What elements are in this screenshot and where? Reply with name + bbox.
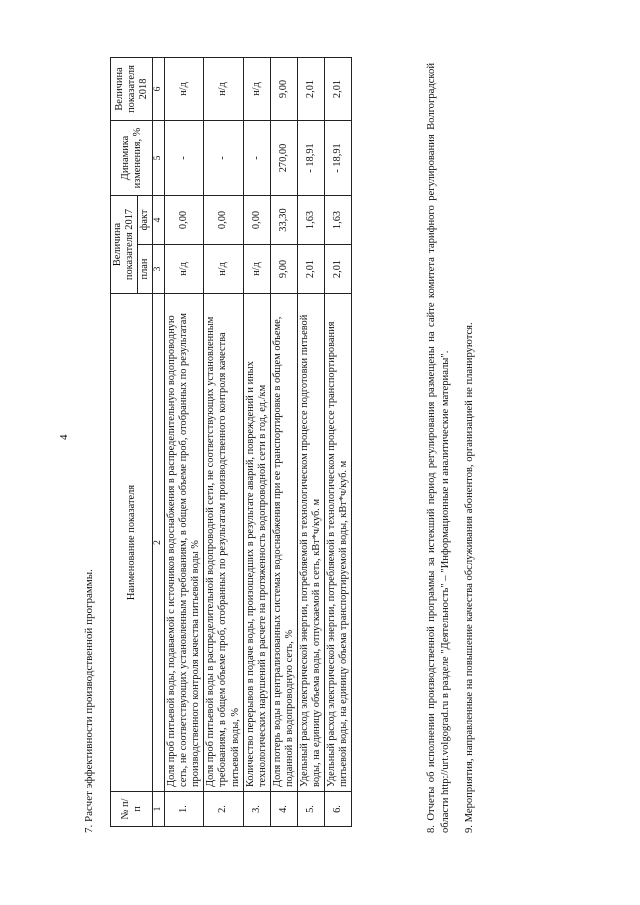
row-name: Удельный расход электрической энергии, потребляемой в технологическом процессе транспортирования питьевой воды, на единицу объема транспортируемой воды, кВт*ч/куб. м xyxy=(324,294,351,792)
row-dynamics: - xyxy=(243,121,270,196)
row-num: 4. xyxy=(270,792,297,827)
row-value-2018: 9,00 xyxy=(270,58,297,121)
row-plan: 9,00 xyxy=(270,245,297,294)
row-value-2018: н/д xyxy=(165,58,204,121)
row-num: 5. xyxy=(297,792,324,827)
row-num: 2. xyxy=(204,792,243,827)
efficiency-table xyxy=(110,57,352,827)
page-number: 4 xyxy=(58,434,70,440)
row-value-2018: 2,01 xyxy=(297,58,324,121)
row-plan: 2,01 xyxy=(324,245,351,294)
row-name: Количество перерывов в подаче воды, произошедших в результате аварий, повреждений и иных технологических нарушений в расчете на протяженность водопроводной сети в год, ед./км xyxy=(243,294,270,792)
row-plan: н/д xyxy=(204,245,243,294)
header-name: Наименование показателя xyxy=(111,294,153,792)
header-value-2018: Величина показателя 2018 xyxy=(111,58,153,121)
row-plan: 2,01 xyxy=(297,245,324,294)
table-row xyxy=(297,58,324,827)
table-row xyxy=(324,58,351,827)
index-cell: 4 xyxy=(153,196,165,245)
row-name: Доля проб питьевой воды в распределительной водопроводной сети, не соответствующих установленным требованиям, в общем объеме проб, отобранных по результатам производственного контроля качества питьевой воды, % xyxy=(204,294,243,792)
row-fact: 0,00 xyxy=(165,196,204,245)
row-name: Удельный расход электрической энергии, потребляемой в технологическом процессе подготовки питьевой воды, на единицу объема воды, отпускаемой в сеть, кВт*ч/куб. м xyxy=(297,294,324,792)
row-dynamics: - xyxy=(165,121,204,196)
note-9: 9. Мероприятия, направленные на повышение качества обслуживания абонентов, организацией не планируются. xyxy=(463,322,475,833)
row-value-2018: н/д xyxy=(243,58,270,121)
index-cell: 1 xyxy=(153,792,165,827)
header-value-2017: Величина показателя 2017 xyxy=(111,196,138,294)
table-row xyxy=(243,58,270,827)
row-name: Доля проб питьевой воды, подаваемой с источников водоснабжения в распределительную водопроводную сеть, не соответствующих установленным требованиям, в общем объеме проб, отобранных по результатам производственного контроля качества питьевой воды % xyxy=(165,294,204,792)
column-index-row xyxy=(153,58,165,827)
header-dynamics: Динамика изменения, % xyxy=(111,121,153,196)
row-fact: 0,00 xyxy=(204,196,243,245)
row-num: 6. xyxy=(324,792,351,827)
table-header-row xyxy=(111,58,138,827)
row-value-2018: 2,01 xyxy=(324,58,351,121)
header-fact: факт xyxy=(138,196,153,245)
row-name: Доля потерь воды в централизованных системах водоснабжения при ее транспортировке в общем объеме, поданной в водопроводную сеть, % xyxy=(270,294,297,792)
row-dynamics: - 18,91 xyxy=(297,121,324,196)
table-row xyxy=(165,58,204,827)
header-plan: план xyxy=(138,245,153,294)
table-row xyxy=(270,58,297,827)
row-num: 1. xyxy=(165,792,204,827)
row-fact: 1,63 xyxy=(324,196,351,245)
row-dynamics: - 18,91 xyxy=(324,121,351,196)
row-value-2018: н/д xyxy=(204,58,243,121)
row-num: 3. xyxy=(243,792,270,827)
row-fact: 1,63 xyxy=(297,196,324,245)
section-7-title: 7. Расчет эффективности производственной программы. xyxy=(83,569,95,833)
row-plan: н/д xyxy=(165,245,204,294)
row-fact: 0,00 xyxy=(243,196,270,245)
table-row xyxy=(204,58,243,827)
row-dynamics: 270,00 xyxy=(270,121,297,196)
index-cell: 6 xyxy=(153,58,165,121)
index-cell: 5 xyxy=(153,121,165,196)
row-dynamics: - xyxy=(204,121,243,196)
note-8: 8. Отчеты об исполнении производственной программы за истекший период регулирования размещены на сайте комитета тарифного регулирования Волгоградской области http://urt.volgograd.ru в разделе "Деятельность" – "Информационные и аналитические материалы". xyxy=(426,63,451,833)
row-plan: н/д xyxy=(243,245,270,294)
index-cell: 2 xyxy=(153,294,165,792)
header-num: № п/п xyxy=(111,792,153,827)
row-fact: 33,30 xyxy=(270,196,297,245)
notes-block xyxy=(425,63,486,833)
index-cell: 3 xyxy=(153,245,165,294)
